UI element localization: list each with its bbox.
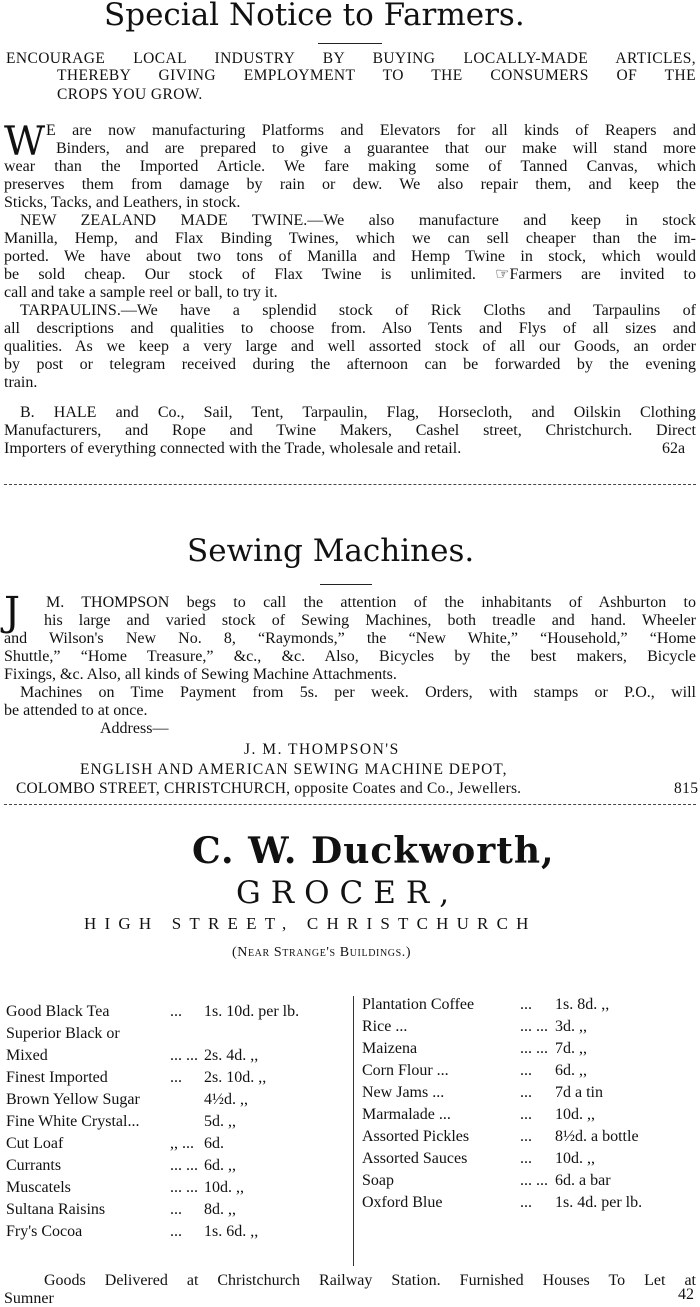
farmers-para4-line: Importers of everything connected with the Trade, wholesale and retail. [4, 440, 462, 457]
price-item-price: 8½d. a bottle [555, 1128, 639, 1145]
price-item-leader: ... ... [520, 1040, 548, 1057]
price-item-name: Plantation Coffee [362, 996, 475, 1013]
farmers-para4-line: Manufacturers, and Rope and Twine Makers, Cashel street, Christchurch. Direct [4, 422, 696, 439]
price-item-price: 6d. ,, [555, 1062, 587, 1079]
price-item-leader: ... [520, 1128, 532, 1145]
price-item-leader: ... [520, 1150, 532, 1167]
grocer-street: HIGH STREET, CHRISTCHURCH [84, 914, 537, 933]
farmers-para1-line: preserves them from damage by rain or dew. We also repair them, and keep the [4, 176, 696, 193]
farmers-para1-line: Sticks, Tacks, and Leathers, in stock. [4, 194, 241, 211]
price-item-leader: ... [520, 996, 532, 1013]
farmers-para2-line: NEW ZEALAND MADE TWINE.—We also manufacture and keep in stock [20, 212, 696, 229]
dropcap-j: J [4, 589, 21, 635]
grocer-trade: GROCER, [236, 875, 460, 911]
price-item-leader: ... [170, 1201, 182, 1218]
price-item-price: 1s. 10d. per lb. [204, 1003, 300, 1020]
price-item-leader: ... ... [520, 1018, 548, 1035]
farmers-para1-line: E are now manufacturing Platforms and Elevators for all kinds of Reapers and [46, 122, 696, 139]
price-item-price: 10d. ,, [555, 1106, 595, 1123]
sewing-para1-line: Shuttle,” “Home Treasure,” &c., &c. Also, Bicycles by the best makers, Bicycle [4, 648, 696, 665]
price-item-name: Rice ... [362, 1018, 408, 1035]
price-item-name: Muscatels [6, 1179, 71, 1196]
title-rule [318, 43, 382, 44]
price-item-name: Assorted Pickles [362, 1128, 470, 1145]
price-item-leader: ... ... [170, 1047, 198, 1064]
price-item-leader: ... [520, 1062, 532, 1079]
grocer-footer: Goods Delivered at Christchurch Railway Station. Furnished Houses To Let at [44, 1272, 696, 1289]
price-item-price: 6d. a bar [555, 1172, 611, 1189]
price-item-leader: ... [170, 1069, 182, 1086]
price-item-price: 8d. ,, [204, 1201, 236, 1218]
sewing-para1-line: M. THOMPSON begs to call the attention of the inhabitants of Ashburton to [46, 594, 696, 611]
price-item-price: 2s. 10d. ,, [204, 1069, 267, 1086]
price-item-price: 10d. ,, [555, 1150, 595, 1167]
price-item-leader: ... [520, 1106, 532, 1123]
price-item-price: 6d. [204, 1135, 224, 1152]
price-item-name: Oxford Blue [362, 1194, 443, 1211]
price-item-name: Maizena [362, 1040, 418, 1057]
price-item-name: Cut Loaf [6, 1135, 64, 1152]
farmers-intro-line: THEREBY GIVING EMPLOYMENT TO THE CONSUMERS OF THE [57, 67, 696, 84]
farmers-para2-line: be sold cheap. Our stock of Flax Twine is unlimited. ☞Farmers are invited to [4, 266, 696, 283]
price-item-leader: ,, ... [170, 1135, 194, 1152]
farmers-para3-line: by post or telegram received during the afternoon can be forwarded by the evening [4, 356, 696, 373]
price-item-name: New Jams ... [362, 1084, 445, 1101]
price-item-name: Superior Black or [6, 1025, 120, 1042]
price-item-name: Mixed [6, 1047, 48, 1064]
sewing-para1-line: and Wilson's New No. 8, “Raymonds,” the “New White,” “Household,” “Home [4, 630, 696, 647]
price-item-name: Finest Imported [6, 1069, 108, 1086]
grocer-ref: 42 [678, 1286, 694, 1303]
price-item-name: Marmalade ... [362, 1106, 451, 1123]
price-item-price: 3d. ,, [555, 1018, 587, 1035]
price-item-leader: ... [520, 1084, 532, 1101]
price-item-name: Good Black Tea [6, 1003, 110, 1020]
price-item-leader: ... [170, 1003, 182, 1020]
price-item-price: 2s. 4d. ,, [204, 1047, 259, 1064]
grocer-name: C. W. Duckworth, [192, 830, 555, 872]
price-item-name: Fry's Cocoa [6, 1223, 83, 1240]
price-item-price: 1s. 6d. ,, [204, 1223, 259, 1240]
price-item-price: 7d. ,, [555, 1040, 587, 1057]
sewing-para2-line: be attended to at once. [4, 702, 148, 719]
price-item-leader: ... [170, 1223, 182, 1240]
farmers-para3-line: qualities. As we keep a very large and well assorted stock of all our Goods, an order [4, 338, 696, 355]
address-line: ENGLISH AND AMERICAN SEWING MACHINE DEPOT, [80, 761, 508, 778]
farmers-para4-line: B. HALE and Co., Sail, Tent, Tarpaulin, Flag, Horsecloth, and Oilskin Clothing [20, 404, 696, 421]
farmers-para2-line: call and take a sample reel or ball, to try it. [4, 284, 278, 301]
title-rule [320, 584, 372, 585]
grocer-footer-2: Sumner [4, 1290, 54, 1307]
address-line: COLOMBO STREET, CHRISTCHURCH, opposite Coates and Co., Jewellers. [16, 780, 522, 797]
farmers-para1-line: Binders, and are prepared to give a guarantee that our make will stand more [56, 140, 696, 157]
price-item-price: 6d. ,, [204, 1157, 236, 1174]
farmers-ref: 62a [662, 440, 686, 457]
price-item-price: 10d. ,, [204, 1179, 244, 1196]
farmers-para3-line: TARPAULINS.—We have a splendid stock of Rick Cloths and Tarpaulins of [20, 302, 696, 319]
price-item-price: 1s. 8d. ,, [555, 996, 610, 1013]
farmers-para2-line: Manilla, Hemp, and Flax Binding Twines, which we can sell cheaper than the im- [4, 230, 696, 247]
price-item-price: 5d. ,, [204, 1113, 236, 1130]
sewing-para1-line: his large and varied stock of Sewing Machines, both treadle and hand. Wheeler [44, 612, 696, 629]
price-item-leader: ... ... [170, 1157, 198, 1174]
section-divider [4, 484, 696, 485]
price-item-name: Fine White Crystal... [6, 1113, 140, 1130]
price-item-name: Currants [6, 1157, 62, 1174]
price-item-name: Corn Flour ... [362, 1062, 449, 1079]
price-item-name: Assorted Sauces [362, 1150, 468, 1167]
sewing-para1-line: Fixings, &c. Also, all kinds of Sewing Machine Attachments. [4, 666, 397, 683]
price-item-name: Soap [362, 1172, 394, 1189]
farmers-para2-line: ported. We have about two tons of Manilla and Hemp Twine in stock, which would [4, 248, 696, 265]
grocer-near: (Near Strange's Buildings.) [232, 945, 412, 960]
sewing-ref: 815 [674, 780, 699, 797]
price-item-leader: ... ... [170, 1179, 198, 1196]
farmers-intro-line: CROPS YOU GROW. [57, 86, 203, 103]
farmers-para3-line: train. [4, 374, 38, 391]
column-divider [353, 996, 354, 1266]
section-divider [4, 804, 696, 805]
address-label: Address— [100, 720, 169, 737]
price-item-price: 7d a tin [555, 1084, 603, 1101]
price-item-name: Sultana Raisins [6, 1201, 106, 1218]
sewing-title: Sewing Machines. [187, 533, 475, 569]
price-item-name: Brown Yellow Sugar [6, 1091, 140, 1108]
farmers-para1-line: wear than the Imported Article. We fare making some of Tanned Canvas, which [4, 158, 696, 175]
price-item-leader: ... [520, 1194, 532, 1211]
farmers-para3-line: all descriptions and qualities to choose from. Also Tents and Flys of all sizes and [4, 320, 696, 337]
price-item-price: 1s. 4d. per lb. [555, 1194, 643, 1211]
sewing-para2-line: Machines on Time Payment from 5s. per week. Orders, with stamps or P.O., will [20, 684, 696, 701]
farmers-title: Special Notice to Farmers. [104, 0, 525, 33]
price-item-price: 4½d. ,, [204, 1091, 248, 1108]
price-item-leader: ... ... [520, 1172, 548, 1189]
dropcap-w: W [4, 119, 46, 165]
address-line: J. M. THOMPSON'S [244, 741, 400, 758]
farmers-intro-line: ENCOURAGE LOCAL INDUSTRY BY BUYING LOCALLY-MADE ARTICLES, [6, 50, 696, 67]
